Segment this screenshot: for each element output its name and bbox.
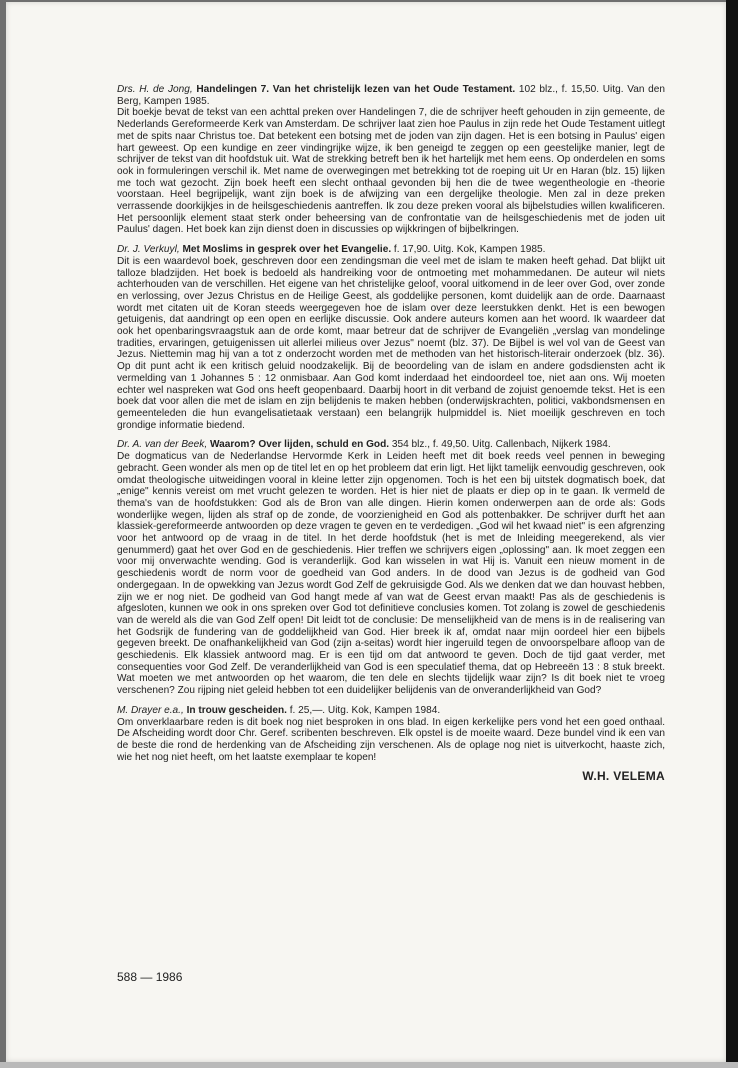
review-publication-info: f. 25,—. Uitg. Kok, Kampen 1984. — [286, 704, 441, 716]
review-de-jong — [117, 84, 665, 236]
review-book-title: Handelingen 7. Van het christelijk lezen van het Oude Testament. — [196, 84, 516, 95]
review-body: Dit boekje bevat de tekst van een achttal preken over Handelingen 7, die de schrijver heeft gehouden in zijn gemeente, de Nederlands Gereformeerde Kerk van Amsterdam. De schrijver laat zien hoe Paulus in zijn rede het Oude Testament uitlegt met de spits naar Christus toe. Dat betekent een botsing met de joden van zijn dagen. Het is een botsing in Paulus' eigen hart geweest. Op een kundige en zeer vindingrijke wijze, ik ben geneigd te zeggen op een geestelijke manier, legt de schrijver de tekst van dit hoofdstuk uit. Wat de strekking betreft ben ik het hartelijk met hem eens. Op onderdelen en soms ook in formuleringen verschil ik. Met name de overwegingen met betrekking tot de roeping uit Ur en Haran (blz. 15) lijken me toch wat gezocht. Zijn boek heeft een slecht onthaal gevonden bij hen die de twee wegentheologie en -theorie voorstaan. Heel begrijpelijk, want zijn boek is de afwijzing van een dergelijke theologie. Men zal in deze preken verrassende doorkijkjes in de heilsgeschiedenis aantreffen. Ik zou deze preken vooral als bijbelstudies willen kwalificeren. Het persoonlijk element staat sterk onder beheersing van de confrontatie van de heilsgeschiedenis met de joden uit Paulus' dagen. Het boek kan zijn dienst doen in discussies op wijkkringen of bijbelkringen. — [117, 107, 665, 236]
review-verkuyl — [117, 244, 665, 431]
reviewer-signature: W.H. VELEMA — [582, 769, 665, 784]
review-body: Dit is een waardevol boek, geschreven door een zendingsman die veel met de islam te maken heeft gehad. Dat blijkt uit talloze bladzijden. Het boek is bedoeld als handreiking voor de ontmoeting met mohammedanen. De auteur wil niets achterhouden van de verschillen. Het eigene van het christelijke geloof, vooral uitkomend in de leer over God, over zonde en verlossing, over Jezus Christus en de Heilige Geest, als goddelijke personen, komt duidelijk aan de orde. Daarnaast wordt met citaten uit de Koran steeds weergegeven hoe de islam over deze leerstukken denkt. Het is een bewogen getuigenis, dat aandringt op een open en eerlijke discussie. Ook andere auteurs komen aan het woord. Ik waardeer dat ook het openbaringsvraagstuk aan de orde komt, maar betreur dat de schrijver de Evangeliën „verslag van mondelinge tradities, ervaringen, getuigenissen uit allerlei milieus over Jezus" noemt (blz. 37). De Bijbel is wel vol van de Geest van Jezus. Niettemin mag hij van a tot z onderzocht worden met de methoden van het historisch-literair onderzoek (blz. 36). Op dit punt acht ik een kritisch geluid noodzakelijk. Bij de beoordeling van de islam en andere godsdiensten acht ik vermelding van 1 Johannes 5 : 12 onmisbaar. Aan God komt inderdaad het eindoordeel toe, niet aan ons. Wij moeten echter wel naspreken wat God ons heeft geopenbaard. Daarbij hoort in dit verband de zojuist genoemde tekst. Het is een boek dat voor allen die met de islam en zijn belijdenis te maken hebben (onderwijskrachten, politici, vakbondsmensen en gemeenteleden die hun evangelisatietaak verstaan) een belangrijk hulpmiddel is. Niet moeilijk geschreven en toch grondige informatie biedend. — [117, 255, 665, 431]
review-book-title: In trouw gescheiden. — [186, 704, 287, 716]
review-author: M. Drayer e.a., — [117, 704, 184, 716]
review-author: Dr. A. van der Beek, — [117, 439, 208, 451]
review-column — [117, 84, 665, 783]
scan-edge-bottom — [0, 1062, 738, 1068]
review-publication-info: f. 17,90. Uitg. Kok, Kampen 1985. — [391, 244, 546, 256]
review-publication-info: 102 blz., f. 15,50. Uitg. Van den Berg, Kampen 1985. — [117, 84, 665, 107]
review-body: De dogmaticus van de Nederlandse Hervormde Kerk in Leiden heeft met dit boek reeds veel pennen in beweging gebracht. Geen wonder als men op de titel let en op het probleem dat erin ligt. Het lijkt tamelijk eenvoudig geschreven, ook omdat theologische uitweidingen vooral in kleine letter zijn opgenomen. Toch is het een bij uitstek dogmatisch boek, dat „enige" kennis vereist om met vrucht gelezen te worden. Het is hier niet de plaats er diep op in te gaan. Ik vermeld de thema's van de hoofdstukken: God als de Bron van alle dingen. Hierin komen onderwerpen aan de orde als: Gods wonderlijke wegen, lijden als straf op de zonde, de voorzienigheid en God als pottenbakker. De schrijver durft het aan klassiek-gereformeerde antwoorden op deze vragen te geven en te verdedigen. „God wil het kwaad niet" is een afgrenzing voor het antwoord op de vraag in de titel. In het derde hoofdstuk (het is met de Inleiding meegerekend, als vier genummerd) gaat het over God en de geschiedenis. Hier treffen we schrijvers eigen „oplossing" aan. Ik moet zeggen een voor mij onverwachte wending. God is veranderlijk. God kan wisselen in wat Hij is. Vanuit een nieuw moment in de geschiedenis wordt de norm voor de goedheid van God anders. In de dood van Jezus is de godheid van God ondergegaan. In de opwekking van Jezus wordt God Zelf de gekruisigde God. Als we denken dat we dan houvast hebben, zijn we er nog niet. De godheid van God hangt mede af van wat de Geest ervan maakt! Pas als de geschiedenis is afgesloten, kunnen we ook in ons spreken over God tot definitieve conclusies komen. Tot zolang is zowel de geschiedenis van de wereld als die van God Zelf open! Dit leidt tot de conclusie: De menselijkheid van de mens is in de realisering van het Godsrijk de fundering van de goddelijkheid van God. Hier breek ik af, omdat naar mijn oordeel hier een bijbels gegeven breekt. De onafhankelijkheid van God (zijn a-seitas) wordt hier ingeruild tegen de onvoorspelbare afloop van de geschiedenis. Elk klassiek antwoord mag. Er is een tijd om dat antwoord te geven. Doch de tijd gaat verder, met consequenties voor God Zelf. De veranderlijkheid van God is een speculatief thema, dat op Hebreeën 13 : 8 stuk breekt. Wat moeten we met antwoorden op het waarom, die ten dele en slechts tijdelijk waar zijn? Is dit boek niet te vroeg verschenen? Zou rijping niet geleid hebben tot een duidelijker belijdenis van de onveranderlijkheid van God? — [117, 451, 665, 697]
review-heading — [117, 84, 665, 107]
page-number: 588 — 1986 — [117, 970, 183, 984]
review-van-der-beek — [117, 439, 665, 696]
review-book-title: Waarom? Over lijden, schuld en God. — [209, 439, 390, 451]
review-publication-info: 354 blz., f. 49,50. Uitg. Callenbach, Nijkerk 1984. — [389, 439, 611, 451]
review-body: Om onverklaarbare reden is dit boek nog niet besproken in ons blad. In eigen kerkelijke pers vond het een goed onthaal. De Afscheiding wordt door Chr. Geref. scribenten beschreven. Elk opstel is de moeite waard. Deze bundel vind ik een van de beste die rond de herdenking van de Afscheiding zijn verschenen. Als de oplage nog niet is uitverkocht, haaste zich, wie het nog niet heeft, om het laatste exemplaar te kopen! — [117, 716, 665, 763]
review-heading — [117, 439, 665, 451]
scan-edge-right — [726, 0, 738, 1068]
review-author: Drs. H. de Jong, — [117, 84, 193, 95]
review-book-title: Met Moslims in gesprek over het Evangelie. — [182, 244, 392, 256]
review-heading — [117, 705, 665, 717]
review-author: Dr. J. Verkuyl, — [117, 244, 180, 256]
review-heading — [117, 244, 665, 256]
review-drayer — [117, 705, 665, 764]
